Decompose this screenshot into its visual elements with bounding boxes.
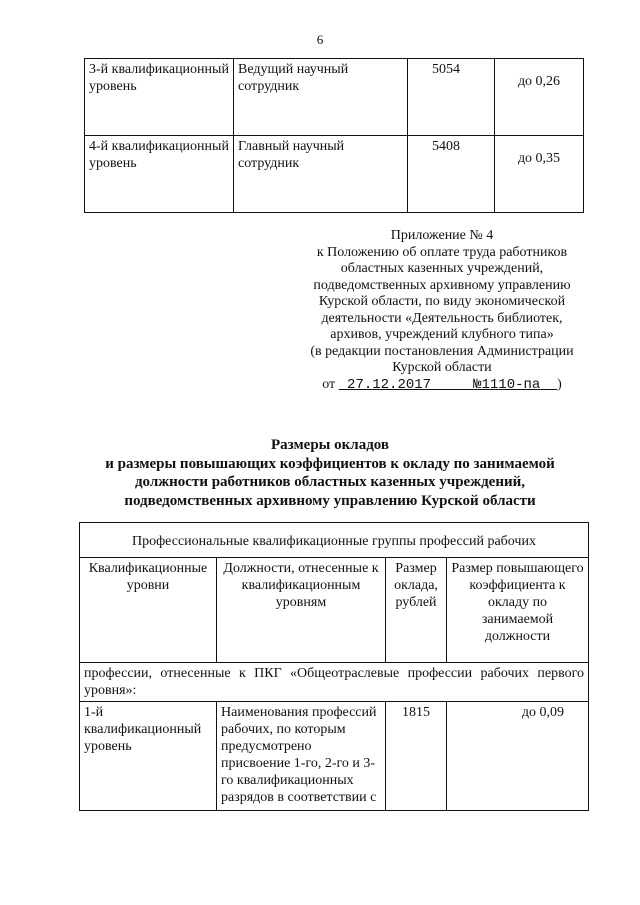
level-cell: 3-й квалификационный уровень bbox=[85, 59, 234, 136]
column-header: Размер оклада, рублей bbox=[386, 558, 447, 663]
date-prefix: от bbox=[322, 376, 336, 392]
appendix-line: областных казенных учреждений, bbox=[340, 261, 544, 276]
appendix-header bbox=[290, 228, 594, 393]
continuation-table bbox=[84, 58, 584, 213]
coef-cell: до 0,09 bbox=[447, 702, 589, 811]
table-row bbox=[85, 136, 584, 213]
appendix-line: Курской области, по виду экономической bbox=[318, 294, 566, 309]
coef-cell: до 0,35 bbox=[495, 136, 584, 213]
column-header: Должности, отнесенные к квалификационным уровням bbox=[217, 558, 386, 663]
column-header: Размер повышающего коэффициента к окладу по занимаемой должности bbox=[447, 558, 589, 663]
close-paren: ) bbox=[557, 376, 562, 392]
salary-table bbox=[79, 522, 589, 811]
appendix-line: Курской области bbox=[392, 360, 492, 375]
level-cell: 1-й квалификационный уровень bbox=[80, 702, 217, 811]
decree-date: 27.12.2017 bbox=[347, 376, 432, 393]
appendix-line: деятельности «Деятельность библиотек, bbox=[321, 310, 563, 326]
salary-cell: 5408 bbox=[408, 136, 495, 213]
appendix-line: подведомственных архивному управлению bbox=[313, 277, 571, 293]
group-header: Профессиональные квалификационные группы профессий рабочих bbox=[80, 523, 589, 558]
appendix-title: Приложение № 4 bbox=[390, 228, 494, 243]
decree-number: №1110-па bbox=[473, 376, 541, 393]
table-row bbox=[80, 663, 589, 702]
salary-cell: 5054 bbox=[408, 59, 495, 136]
table-row bbox=[80, 523, 589, 558]
table-row bbox=[80, 702, 589, 811]
appendix-line: к Положению об оплате труда работников bbox=[316, 244, 568, 260]
decree-date-line bbox=[290, 377, 594, 394]
appendix-line: архивов, учреждений клубного типа» bbox=[330, 327, 554, 342]
page-number: 6 bbox=[316, 32, 324, 47]
position-cell: Ведущий научный сотрудник bbox=[234, 59, 408, 136]
table-header-row bbox=[80, 558, 589, 663]
document-title: Размеры окладов и размеры повышающих коэффициентов к окладу по занимаемой должности работников областных казенных учреждений, подведомственных архивному управлению Курской области bbox=[105, 437, 555, 509]
salary-cell: 1815 bbox=[386, 702, 447, 811]
subgroup-row: профессии, отнесенные к ПКГ «Общеотраслевые профессии рабочих первого уровня»: bbox=[80, 663, 589, 702]
appendix-line: (в редакции постановления Администрации bbox=[310, 343, 574, 359]
level-cell: 4-й квалификационный уровень bbox=[85, 136, 234, 213]
column-header: Квалификационные уровни bbox=[80, 558, 217, 663]
table-row bbox=[85, 59, 584, 136]
position-cell: Наименования профессий рабочих, по которым предусмотрено присвоение 1-го, 2-го и 3-го квалификационных разрядов в соответствии с bbox=[217, 702, 386, 811]
coef-cell: до 0,26 bbox=[495, 59, 584, 136]
position-cell: Главный научный сотрудник bbox=[234, 136, 408, 213]
